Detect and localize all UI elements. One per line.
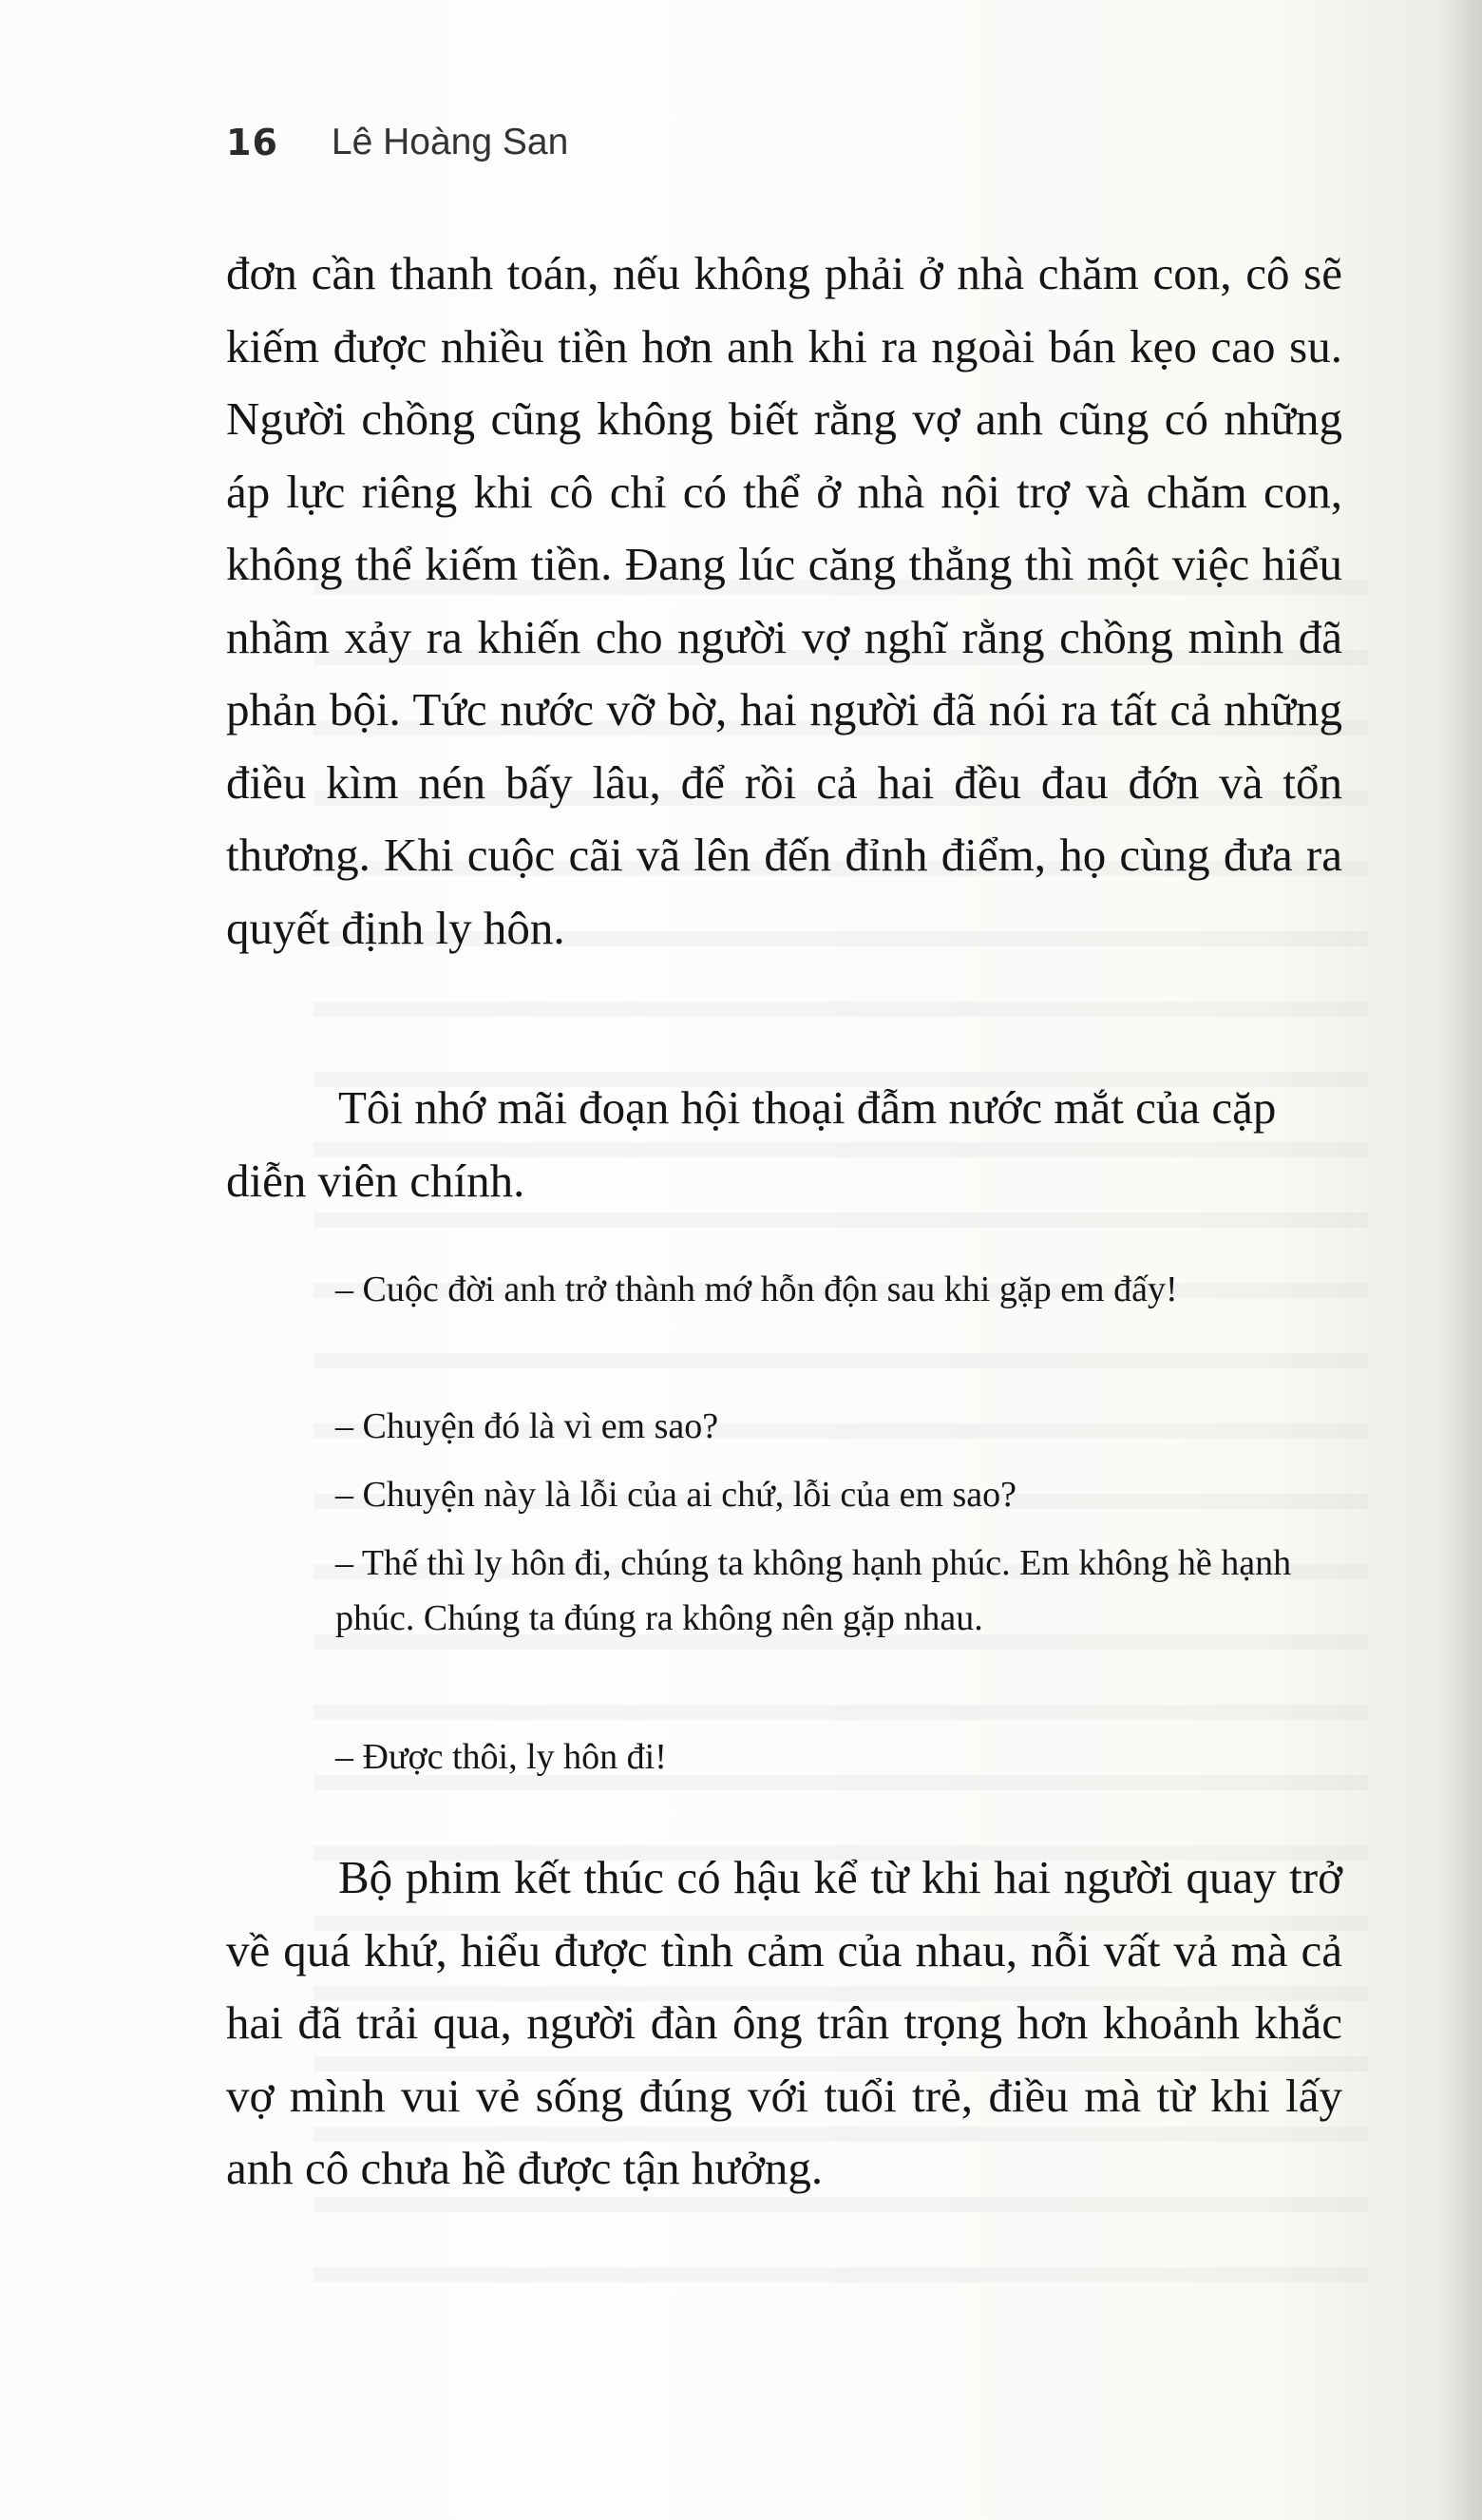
dialogue-line-2: – Chuyện đó là vì em sao? <box>335 1406 719 1446</box>
dialogue-line-5: – Được thôi, ly hôn đi! <box>335 1737 667 1777</box>
dialogue-line-3: – Chuyện này là lỗi của ai chứ, lỗi của em sao? <box>335 1475 1017 1515</box>
paragraph-2: Tôi nhớ mãi đoạn hội thoại đẫm nước mắt của cặp diễn viên chính. <box>226 1081 1277 1207</box>
running-head-author: Lê Hoàng San <box>331 122 569 162</box>
paragraph-1: đơn cần thanh toán, nếu không phải ở nhà chăm con, cô sẽ kiếm được nhiều tiền hơn anh khi ra ngoài bán kẹo cao su. Người chồng cũng không biết rằng vợ anh cũng có những áp lực riêng khi cô chỉ có thể ở nhà nội trợ và chăm con, không thể kiếm tiền. Đang lúc căng thẳng thì một việc hiểu nhầm xảy ra khiến cho người vợ nghĩ rằng chồng mình đã phản bội. Tức nước vỡ bờ, hai người đã nói ra tất cả những điều kìm nén bấy lâu, để rồi cả hai đều đau đớn và tổn thương. Khi cuộc cãi vã lên đến đỉnh điểm, họ cùng đưa ra quyết định ly hôn. <box>226 247 1342 954</box>
page-number: 16 <box>226 122 278 163</box>
dialogue-line-4: – Thế thì ly hôn đi, chúng ta không hạnh phúc. Em không hề hạnh phúc. Chúng ta đúng ra không nên gặp nhau. <box>335 1543 1292 1638</box>
page-header <box>226 120 568 165</box>
dialogue-line-1: – Cuộc đời anh trở thành mớ hỗn độn sau khi gặp em đấy! <box>335 1270 1178 1309</box>
paragraph-3: Bộ phim kết thúc có hậu kể từ khi hai người quay trở về quá khứ, hiểu được tình cảm của nhau, nỗi vất vả mà cả hai đã trải qua, người đàn ông trân trọng hơn khoảnh khắc vợ mình vui vẻ sống đúng với tuổi trẻ, điều mà từ khi lấy anh cô chưa hề được tận hưởng. <box>226 1851 1342 2194</box>
